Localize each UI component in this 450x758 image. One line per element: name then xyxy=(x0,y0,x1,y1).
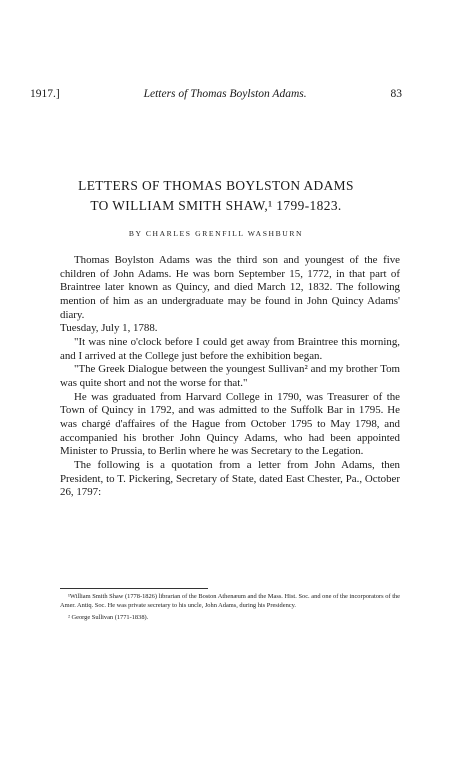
page-number: 83 xyxy=(390,88,402,100)
diary-quote: "It was nine o'clock before I could get away from Braintree this morning, and I arrived at the College just before the exhibition began. xyxy=(60,335,400,362)
body-paragraph: Thomas Boylston Adams was the third son and youngest of the five children of John Adams. He was born September 15, 1772, in that part of Braintree later known as Quincy, and died March 12, 1832. The following mention of him as an undergraduate may be found in John Quincy Adams' diary. xyxy=(60,254,400,321)
footnote: ² George Sullivan (1771-1838). xyxy=(68,614,149,621)
article-title-line-2: TO WILLIAM SMITH SHAW,¹ 1799-1823. xyxy=(90,198,342,213)
diary-quote: "The Greek Dialogue between the youngest Sullivan² and my brother Tom was quite short and not the worse for that." xyxy=(60,363,400,389)
footnote: ¹William Smith Shaw (1778-1826) librarian of the Boston Athenæum and the Mass. Hist. Soc. and one of the incorporators of the Amer. Antiq. Soc. He was private secretary to his uncle, John Adams, during his Presidency. xyxy=(60,593,400,609)
body-paragraph: He was graduated from Harvard College in 1790, was Treasurer of the Town of Quincy in 1792, and was admitted to the Suffolk Bar in 1795. He was chargé d'affaires of the Hague from October 1795 to May 1798, and accompanied his brother John Quincy Adams, who had been appointed Minister to Prussia, to Berlin where he was Secretary to the Legation. xyxy=(60,390,400,458)
running-head-title: Letters of Thomas Boylston Adams. xyxy=(143,88,307,100)
footnotes xyxy=(60,592,400,622)
article-title-line-1: LETTERS OF THOMAS BOYLSTON ADAMS xyxy=(78,178,354,193)
article-body xyxy=(60,254,400,500)
running-head xyxy=(30,88,402,100)
article-title xyxy=(30,176,402,216)
running-head-year: 1917.] xyxy=(30,88,60,100)
footnote-divider xyxy=(60,588,208,589)
byline: BY CHARLES GRENFILL WASHBURN xyxy=(128,229,304,238)
body-paragraph: The following is a quotation from a letter from John Adams, then President, to T. Pickering, Secretary of State, dated East Chester, Pa., October 26, 1797: xyxy=(60,458,400,499)
diary-date: Tuesday, July 1, 1788. xyxy=(60,322,158,335)
